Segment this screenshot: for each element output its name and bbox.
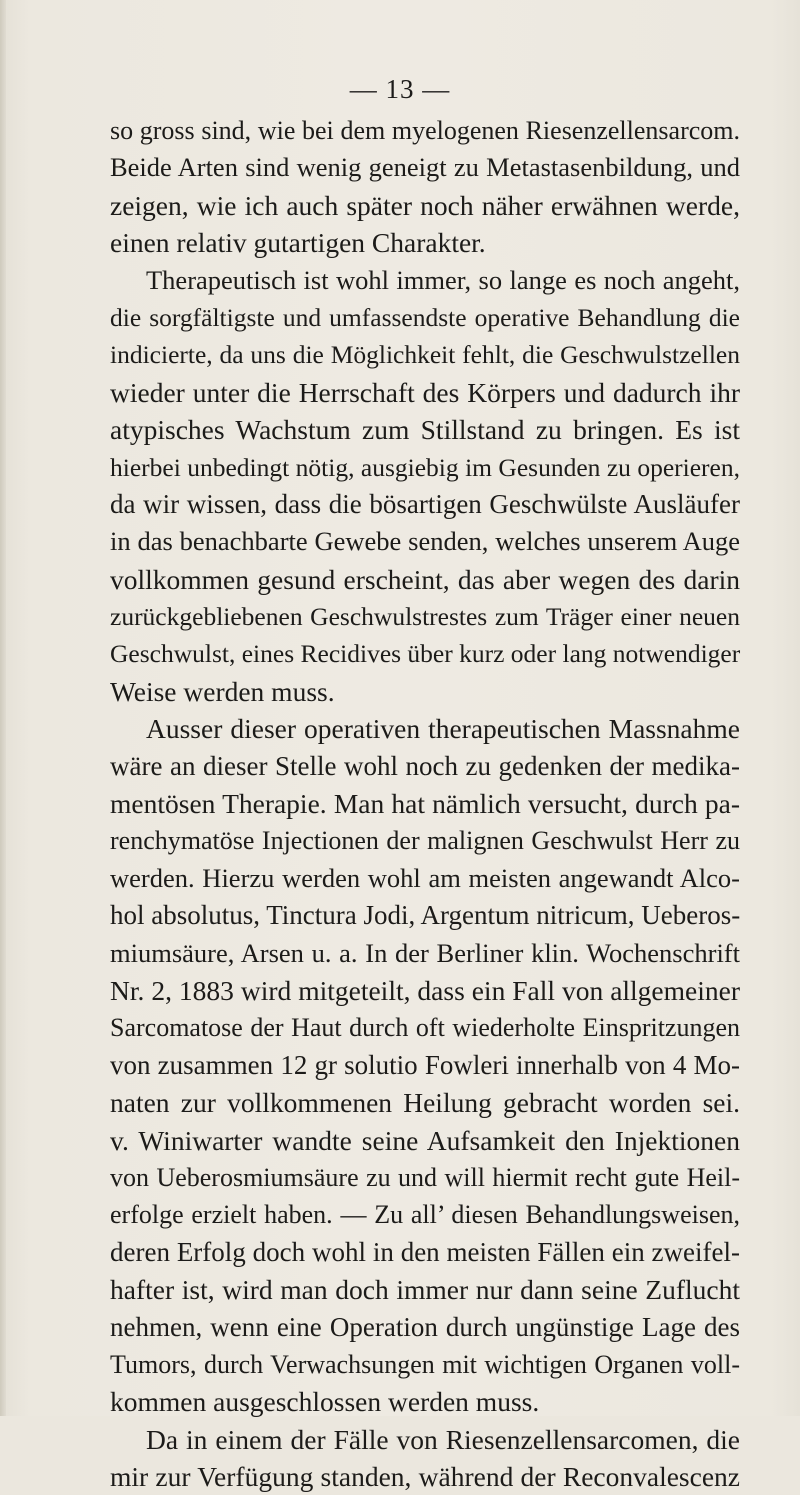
text-line: miumsäure, Arsen u. a. In der Berliner klin. Wochenschrift <box>110 937 740 968</box>
paragraph-start-line: Ausser dieser operativen therapeutischen Massnahme <box>146 713 740 745</box>
text-line: vollkommen gesund erscheint, das aber wegen des darin <box>110 563 740 595</box>
text-line: naten zur vollkommenen Heilung gebracht worden sei. <box>110 1087 740 1119</box>
text-line: Weise werden muss. <box>110 675 335 707</box>
text-line: indicierte, da uns die Möglichkeit fehlt, die Geschwulstzellen <box>110 340 740 370</box>
text-line: kommen ausgeschlossen werden muss. <box>110 1386 540 1418</box>
text-line: atypisches Wachstum zum Stillstand zu bringen. Es ist <box>110 414 740 446</box>
paragraph-start-line: Therapeutisch ist wohl immer, so lange es noch angeht, <box>146 264 740 295</box>
body-text <box>110 112 740 1495</box>
text-line: Nr. 2, 1883 wird mitgeteilt, dass ein Fall von allgemeiner <box>110 974 740 1006</box>
text-line: v. Winiwarter wandte seine Aufsamkeit den Injektionen <box>110 1124 740 1156</box>
text-line: wäre an dieser Stelle wohl noch zu gedenken der medika- <box>110 750 740 781</box>
text-line: die sorgfältigste und umfassendste operative Behandlung die <box>110 302 740 332</box>
text-line: einen relativ gutartigen Charakter. <box>110 227 486 259</box>
text-line: erfolge erzielt haben. — Zu all’ diesen Behandlungsweisen, <box>110 1200 740 1230</box>
text-line: hafter ist, wird man doch immer nur dann seine Zuflucht <box>110 1274 740 1306</box>
paragraph-start-line: Da in einem der Fälle von Riesenzellensarcomen, die <box>146 1423 740 1455</box>
text-line: so gross sind, wie bei dem myelogenen Riesenzellensarcom. <box>110 116 740 145</box>
text-line: renchymatöse Injectionen der malignen Geschwulst Herr zu <box>110 826 740 856</box>
text-line: deren Erfolg doch wohl in den meisten Fällen ein zweifel- <box>110 1236 740 1267</box>
text-line: in das benachbarte Gewebe senden, welches unserem Auge <box>110 526 740 557</box>
text-line: werden. Hierzu werden wohl am meisten angewandt Alco- <box>110 862 740 893</box>
text-line: mentösen Therapie. Man hat nämlich versucht, durch pa- <box>110 788 740 820</box>
text-line: zurückgebliebenen Geschwulstrestes zum Träger einer neuen <box>110 602 740 632</box>
text-line: Tumors, durch Verwachsungen mit wichtigen Organen voll- <box>110 1349 740 1379</box>
text-line: zeigen, wie ich auch später noch näher erwähnen werde, <box>110 189 740 221</box>
text-line: von Ueberosmiumsäure zu und will hiermit recht gute Heil- <box>110 1162 740 1192</box>
text-line: Sarcomatose der Haut durch oft wiederholte Einspritzungen <box>110 1013 740 1043</box>
text-line: hierbei unbedingt nötig, ausgiebig im Gesunden zu operieren, <box>110 452 740 482</box>
text-line: nehmen, wenn eine Operation durch ungünstige Lage des <box>110 1311 740 1342</box>
text-line: Geschwulst, eines Recidives über kurz oder lang notwendiger <box>110 639 741 669</box>
text-line: Beide Arten sind wenig geneigt zu Metastasenbildung, und <box>110 152 740 183</box>
text-line: von zusammen 12 gr solutio Fowleri innerhalb von 4 Mo- <box>110 1049 740 1080</box>
page-binding-edge <box>0 0 6 1416</box>
text-line: mir zur Verfügung standen, während der Reconvalescenz <box>110 1461 740 1493</box>
text-line: da wir wissen, dass die bösartigen Geschwülste Ausläufer <box>110 488 740 519</box>
text-line: hol absolutus, Tinctura Jodi, Argentum nitricum, Ueberos- <box>110 900 741 931</box>
text-line: wieder unter die Herrschaft des Körpers und dadurch ihr <box>110 376 740 408</box>
page-number-header: — 13 — <box>349 74 451 104</box>
